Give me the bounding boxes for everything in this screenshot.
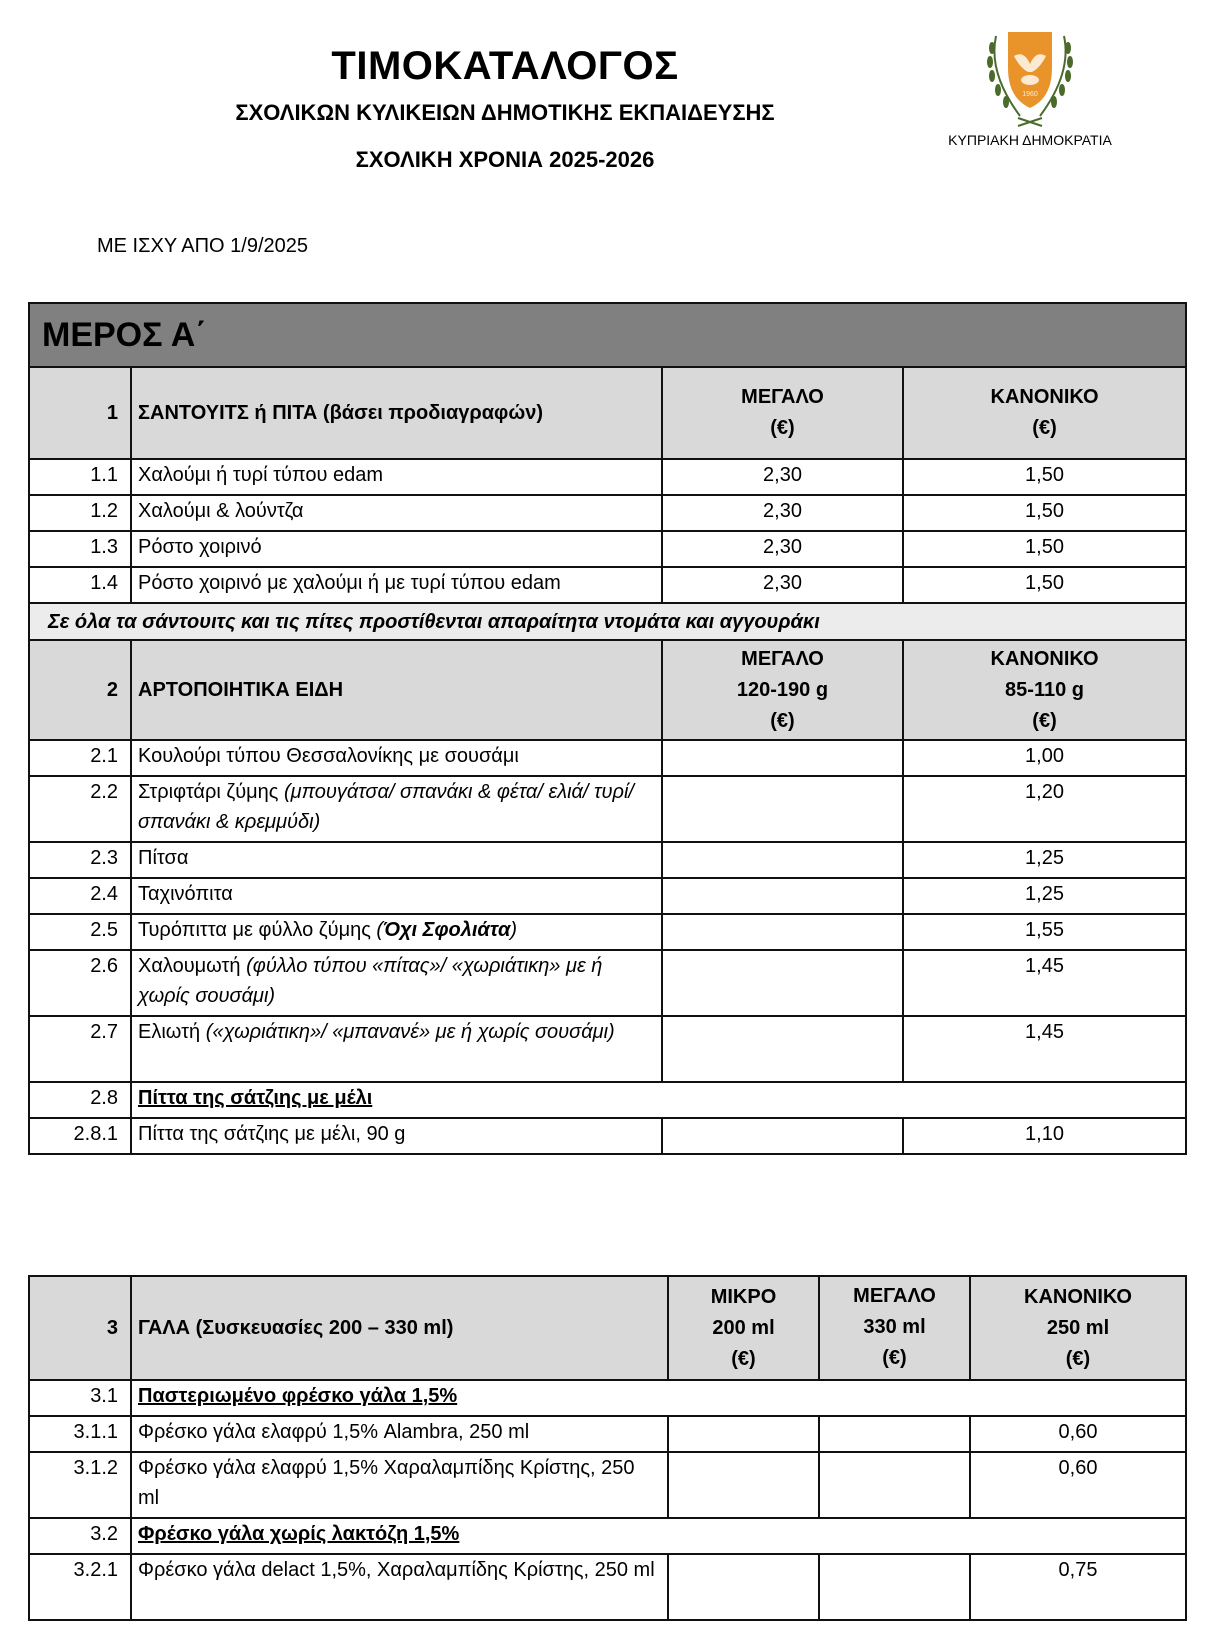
- table-row: 1.1 Χαλούμι ή τυρί τύπου edam 2,30 1,50: [29, 459, 1186, 495]
- col-header-regular: ΚΑΝΟΝΙΚΟ (€): [903, 367, 1186, 459]
- table-row: 3.2.1 Φρέσκο γάλα delact 1,5%, Χαραλαμπίδης Κρίστης, 250 ml 0,75: [29, 1554, 1186, 1620]
- table-row: 1.3 Ρόστο χοιρινό 2,30 1,50: [29, 531, 1186, 567]
- table-row: 1.4 Ρόστο χοιρινό με χαλούμι ή με τυρί τύπου edam 2,30 1,50: [29, 567, 1186, 603]
- section-title: ΣΑΝΤΟΥΙΤΣ ή ΠΙΤΑ (βάσει προδιαγραφών): [131, 367, 662, 459]
- table-row: 2.3 Πίτσα 1,25: [29, 842, 1186, 878]
- col-header-large: ΜΕΓΑΛΟ (€): [662, 367, 903, 459]
- table-row: 3.1.2 Φρέσκο γάλα ελαφρύ 1,5% Χαραλαμπίδης Κρίστης, 250 ml 0,60: [29, 1452, 1186, 1518]
- table-row: 2.4 Ταχινόπιτα 1,25: [29, 878, 1186, 914]
- subgroup-row: 3.2 Φρέσκο γάλα χωρίς λακτόζη 1,5%: [29, 1518, 1186, 1554]
- table-row: 1.2 Χαλούμι & λούντζα 2,30 1,50: [29, 495, 1186, 531]
- price-table-part-a: [28, 302, 1187, 1155]
- part-heading: ΜΕΡΟΣ Α΄: [29, 303, 1186, 367]
- school-year: ΣΧΟΛΙΚΗ ΧΡΟΝΙΑ 2025-2026: [355, 147, 655, 172]
- table-row: 2.6 Χαλουμωτή (φύλλο τύπου «πίτας»/ «χωριάτικη» με ή χωρίς σουσάμι) 1,45: [29, 950, 1186, 1016]
- table-row: 2.1 Κουλούρι τύπου Θεσσαλονίκης με σουσάμι 1,00: [29, 740, 1186, 776]
- svg-text:1960: 1960: [1022, 91, 1038, 98]
- section-title: ΓΑΛΑ (Συσκευασίες 200 – 330 ml): [131, 1276, 668, 1380]
- document-title: ΤΙΜΟΚΑΤΑΛΟΓΟΣ: [331, 44, 679, 88]
- col-header-regular: ΚΑΝΟΝΙΚΟ 85-110 g (€): [903, 640, 1186, 740]
- cyprus-coat-of-arms-icon: [982, 28, 1078, 128]
- section-note: Σε όλα τα σάντουιτς και τις πίτες προστίθενται απαραίτητα ντομάτα και αγγουράκι: [29, 603, 1186, 640]
- table-row: 3.1.1 Φρέσκο γάλα ελαφρύ 1,5% Alambra, 250 ml 0,60: [29, 1416, 1186, 1452]
- effective-date: ΜΕ ΙΣΧΥ ΑΠΟ 1/9/2025: [97, 235, 308, 257]
- col-header-large: ΜΕΓΑΛΟ 120-190 g (€): [662, 640, 903, 740]
- subgroup-row: 2.8 Πίττα της σάτζιης με μέλι: [29, 1082, 1186, 1118]
- col-header-small: ΜΙΚΡΟ 200 ml (€): [668, 1276, 819, 1380]
- table-row: 2.7 Ελιωτή («χωριάτικη»/ «μπανανέ» με ή χωρίς σουσάμι) 1,45: [29, 1016, 1186, 1082]
- col-header-large: ΜΕΓΑΛΟ 330 ml (€): [819, 1276, 970, 1380]
- section-number: 1: [29, 367, 131, 459]
- document-subtitle: ΣΧΟΛΙΚΩΝ ΚΥΛΙΚΕΙΩΝ ΔΗΜΟΤΙΚΗΣ ΕΚΠΑΙΔΕΥΣΗΣ: [235, 100, 775, 125]
- table-row: 2.8.1 Πίττα της σάτζιης με μέλι, 90 g 1,10: [29, 1118, 1186, 1154]
- subgroup-row: 3.1 Παστεριωμένο φρέσκο γάλα 1,5%: [29, 1380, 1186, 1416]
- section-number: 3: [29, 1276, 131, 1380]
- section-title: ΑΡΤΟΠΟΙΗΤΙΚΑ ΕΙΔΗ: [131, 640, 662, 740]
- section-number: 2: [29, 640, 131, 740]
- table-row: 2.5 Τυρόπιττα με φύλλο ζύμης (Όχι Σφολιάτα) 1,55: [29, 914, 1186, 950]
- table-row: 2.2 Στριφτάρι ζύμης (μπουγάτσα/ σπανάκι & φέτα/ ελιά/ τυρί/ σπανάκι & κρεμμύδι) 1,20: [29, 776, 1186, 842]
- price-table-milk: [28, 1275, 1187, 1621]
- emblem: [930, 28, 1130, 153]
- emblem-label: ΚΥΠΡΙΑΚΗ ΔΗΜΟΚΡΑΤΙΑ: [948, 132, 1112, 148]
- col-header-regular: ΚΑΝΟΝΙΚΟ 250 ml (€): [970, 1276, 1186, 1380]
